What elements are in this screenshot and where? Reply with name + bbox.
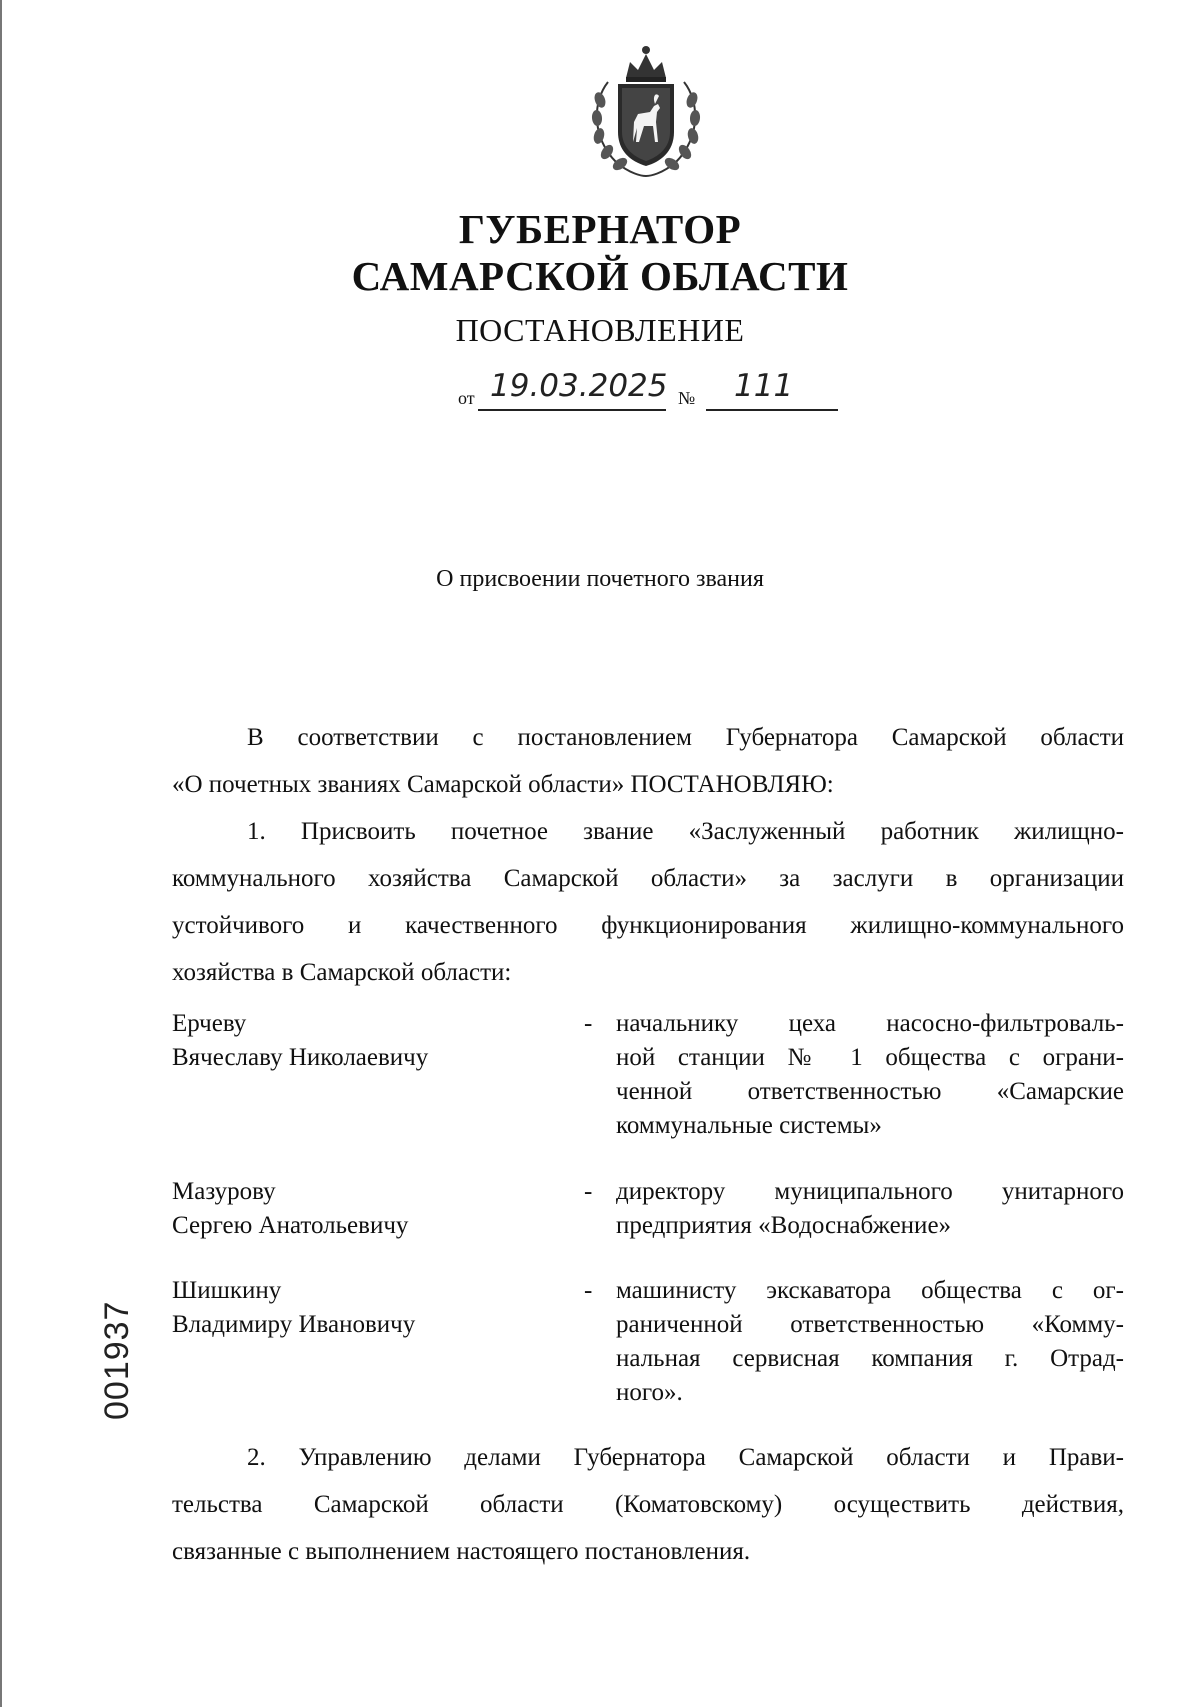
awardee-dash: - <box>584 1010 593 1037</box>
clause1-line: коммунального хозяйства Самарской области» за заслуги в организации <box>172 865 1124 892</box>
clause1-line: 1. Присвоить почетное звание «Заслуженный работник жилищно- <box>247 818 1124 845</box>
clause1-line: устойчивого и качественного функционирования жилищно-коммунального <box>172 912 1124 939</box>
clause2-line: 2. Управлению делами Губернатора Самарской области и Прави- <box>247 1444 1124 1471</box>
position-line: директору муниципального унитарного <box>616 1178 1124 1205</box>
preamble-line: В соответствии с постановлением Губернатора Самарской области <box>247 724 1124 751</box>
awardee-name <box>172 1274 415 1342</box>
awardee-given-names: Вячеславу Николаевичу <box>172 1044 429 1071</box>
number-prefix: № <box>678 388 696 408</box>
awardee-given-names: Владимиру Ивановичу <box>172 1311 416 1338</box>
position-line: машинисту экскаватора общества с ог- <box>616 1277 1124 1304</box>
coat-of-arms-icon <box>586 40 706 182</box>
awardee-name <box>172 1175 408 1243</box>
awardee-surname: Шишкину <box>172 1277 282 1304</box>
position-line: ной станции № 1 общества с ограни- <box>616 1044 1124 1071</box>
awardee-given-names: Сергею Анатольевичу <box>172 1212 409 1239</box>
document-type: ПОСТАНОВЛЕНИЕ <box>455 312 745 348</box>
preamble-and-clause1 <box>172 714 1124 996</box>
position-line: коммунальные системы» <box>616 1112 882 1139</box>
awardee-position <box>616 1274 1124 1410</box>
coat-of-arms-emblem <box>586 40 706 182</box>
position-line: раниченной ответственностью «Комму- <box>616 1311 1124 1338</box>
awardee-surname: Мазурову <box>172 1178 276 1205</box>
clause2-line: связанные с выполнением настоящего постановления. <box>172 1538 751 1565</box>
handwritten-date: 19.03.2025 <box>490 368 668 404</box>
document-subject: О присвоении почетного звания <box>436 566 764 592</box>
position-line: нальная сервисная компания г. Отрад- <box>616 1345 1124 1372</box>
preamble-line: «О почетных званиях Самарской области» ПОСТАНОВЛЯЮ: <box>172 771 834 798</box>
position-line: ного». <box>616 1379 683 1406</box>
awardee-position <box>616 1175 1124 1243</box>
side-serial-number: 001937 <box>98 1300 136 1420</box>
position-line: предприятия «Водоснабжение» <box>616 1212 952 1239</box>
handwritten-number: 111 <box>734 368 794 404</box>
number-underline <box>706 409 838 411</box>
clause2 <box>172 1434 1124 1575</box>
position-line: начальнику цеха насосно-фильтроваль- <box>616 1010 1124 1037</box>
date-prefix: от <box>458 388 475 408</box>
awardee-position <box>616 1007 1124 1143</box>
awardee-dash: - <box>584 1178 593 1205</box>
header-title-line2: САМАРСКОЙ ОБЛАСТИ <box>351 253 849 299</box>
clause2-line: тельства Самарской области (Коматовскому) осуществить действия, <box>172 1491 1124 1518</box>
clause1-line: хозяйства в Самарской области: <box>172 959 512 986</box>
header-title-line1: ГУБЕРНАТОР <box>458 206 742 252</box>
awardee-name <box>172 1007 428 1075</box>
awardee-surname: Ерчеву <box>172 1010 247 1037</box>
date-underline <box>478 409 666 411</box>
awardee-dash: - <box>584 1277 593 1304</box>
date-number-line <box>458 368 858 414</box>
position-line: ченной ответственностью «Самарские <box>616 1078 1124 1105</box>
